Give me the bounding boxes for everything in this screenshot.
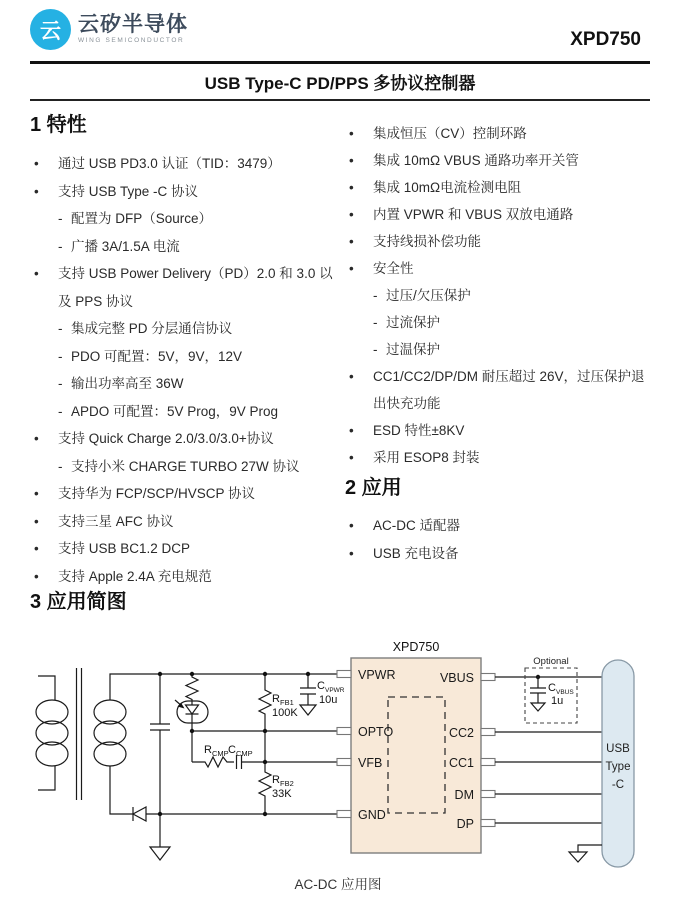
- logo-text: [78, 14, 188, 45]
- xpd750-chip: [337, 640, 495, 853]
- svg-text:USB: USB: [606, 743, 630, 755]
- cvbus-value: 1u: [551, 695, 564, 707]
- feature-item: • 支持线损补偿功能: [345, 228, 658, 255]
- section-3-heading: 3 应用简图: [30, 591, 127, 613]
- feature-subitem: - 输出功率高至 36W: [30, 370, 338, 398]
- document-title: USB Type-C PD/PPS 多协议控制器: [204, 74, 476, 93]
- feature-item: • 集成 10mΩ电流检测电阻: [345, 174, 658, 201]
- feature-item: • 支持 USB BC1.2 DCP: [30, 535, 338, 563]
- feature-subitem: - APDO 可配置：5V Prog，9V Prog: [30, 398, 338, 426]
- feature-subitem: - 集成完整 PD 分层通信协议: [30, 315, 338, 343]
- feature-item: • 内置 VPWR 和 VBUS 双放电通路: [345, 201, 658, 228]
- features-list-left: [30, 150, 338, 590]
- gnd-rail-wire: [110, 766, 337, 814]
- cvbus-label: C: [548, 682, 556, 694]
- optional-label: Optional: [533, 656, 569, 667]
- feature-item: • 支持华为 FCP/SCP/HVSCP 协议: [30, 480, 338, 508]
- connector-ground-icon: [569, 845, 602, 862]
- svg-text:-C: -C: [611, 779, 625, 791]
- features-column-right: [345, 108, 658, 568]
- feature-item: • 支持 USB Type -C 协议: [30, 178, 338, 206]
- features-column-left: [30, 108, 338, 590]
- rcmp-label: R: [204, 744, 212, 756]
- feature-item: • 支持 Apple 2.4A 充电规范: [30, 563, 338, 591]
- header-rule-thin: [30, 99, 650, 101]
- optional-cvbus-box: [525, 656, 577, 723]
- rfb2-value: 33K: [272, 788, 292, 800]
- application-item: • USB 充电设备: [345, 540, 658, 568]
- usb-type-c-connector: [569, 660, 634, 867]
- pin-cc1: CC1: [448, 756, 474, 770]
- chip-title: XPD750: [392, 640, 440, 654]
- feature-item: • CC1/CC2/DP/DM 耐压超过 26V，过压保护退出快充功能: [345, 363, 658, 417]
- feature-item: • 集成 10mΩ VBUS 通路功率开关管: [345, 147, 658, 174]
- rfb2-label: R: [272, 774, 280, 786]
- feature-item: • ESD 特性±8KV: [345, 417, 658, 444]
- feature-item: • 支持 Quick Charge 2.0/3.0/3.0+协议: [30, 425, 338, 453]
- ccmp-label: C: [228, 744, 236, 756]
- pin-vpwr: VPWR: [358, 668, 396, 682]
- rectifier-diode-symbol: [133, 807, 146, 821]
- pin-gnd: GND: [358, 808, 386, 822]
- feature-subitem: - 广播 3A/1.5A 电流: [30, 233, 338, 261]
- company-name: 云矽半导体: [78, 13, 188, 37]
- section-2-heading: 2 应用: [345, 477, 402, 499]
- application-item: • AC-DC 适配器: [345, 512, 658, 540]
- svg-text:FB2: FB2: [280, 779, 294, 788]
- feature-subitem: - 配置为 DFP（Source）: [30, 205, 338, 233]
- pin-dm: DM: [454, 788, 474, 802]
- feature-item: • 支持三星 AFC 协议: [30, 508, 338, 536]
- usb-wires: [495, 677, 602, 823]
- feature-item: • 集成恒压（CV）控制环路: [345, 120, 658, 147]
- cvpwr-value: 10u: [319, 694, 338, 706]
- pin-dp: DP: [456, 817, 474, 831]
- header-rule-thick: [30, 61, 650, 64]
- feature-subitem: - 支持小米 CHARGE TURBO 27W 协议: [30, 453, 338, 481]
- chip-right-pins: [481, 674, 495, 827]
- cvpwr-capacitor-symbol: [300, 674, 316, 715]
- feature-item: • 安全性: [345, 255, 658, 282]
- feature-subitem: - 过流保护: [345, 309, 658, 336]
- feature-item: • 支持 USB Power Delivery（PD）2.0 和 3.0 以及 PPS 协议: [30, 260, 338, 315]
- svg-text:CMP: CMP: [212, 749, 229, 758]
- svg-text:VBUS: VBUS: [556, 689, 574, 696]
- vpwr-rail-wire: [110, 674, 337, 700]
- feature-item: • 采用 ESOP8 封装: [345, 444, 658, 471]
- feature-subitem: - 过温保护: [345, 336, 658, 363]
- transformer-symbol: [36, 668, 126, 800]
- primary-ground-icon: [150, 814, 170, 860]
- svg-text:FB1: FB1: [280, 698, 294, 707]
- feature-item: • 通过 USB PD3.0 认证（TID：3479）: [30, 150, 338, 178]
- feedback-divider-symbol: [259, 674, 271, 814]
- section-1-heading: 1 特性: [30, 114, 87, 136]
- pin-opto: OPTO: [358, 725, 394, 739]
- svg-text:VPWR: VPWR: [325, 687, 345, 694]
- company-logo: [30, 9, 188, 50]
- cvpwr-label: C: [317, 680, 325, 692]
- pin-vfb: VFB: [358, 756, 383, 770]
- pin-vbus: VBUS: [439, 671, 474, 685]
- svg-text:Type: Type: [605, 761, 631, 773]
- pin-cc2: CC2: [448, 726, 474, 740]
- bulk-capacitor-symbol: [150, 674, 170, 814]
- svg-text:CMP: CMP: [236, 749, 253, 758]
- diagram-caption: AC-DC 应用图: [294, 877, 382, 892]
- component-labels: [204, 680, 345, 800]
- application-circuit-diagram: [0, 628, 680, 898]
- part-number: XPD750: [570, 29, 641, 50]
- rfb1-value: 100K: [272, 707, 298, 719]
- applications-list: [345, 512, 658, 568]
- feature-subitem: - 过压/欠压保护: [345, 282, 658, 309]
- logo-mark-icon: 云: [30, 9, 71, 50]
- rfb1-label: R: [272, 693, 280, 705]
- features-list-right: [345, 120, 658, 471]
- feature-subitem: - PDO 可配置：5V，9V，12V: [30, 343, 338, 371]
- company-subtitle: WING SEMICONDUCTOR: [78, 37, 185, 45]
